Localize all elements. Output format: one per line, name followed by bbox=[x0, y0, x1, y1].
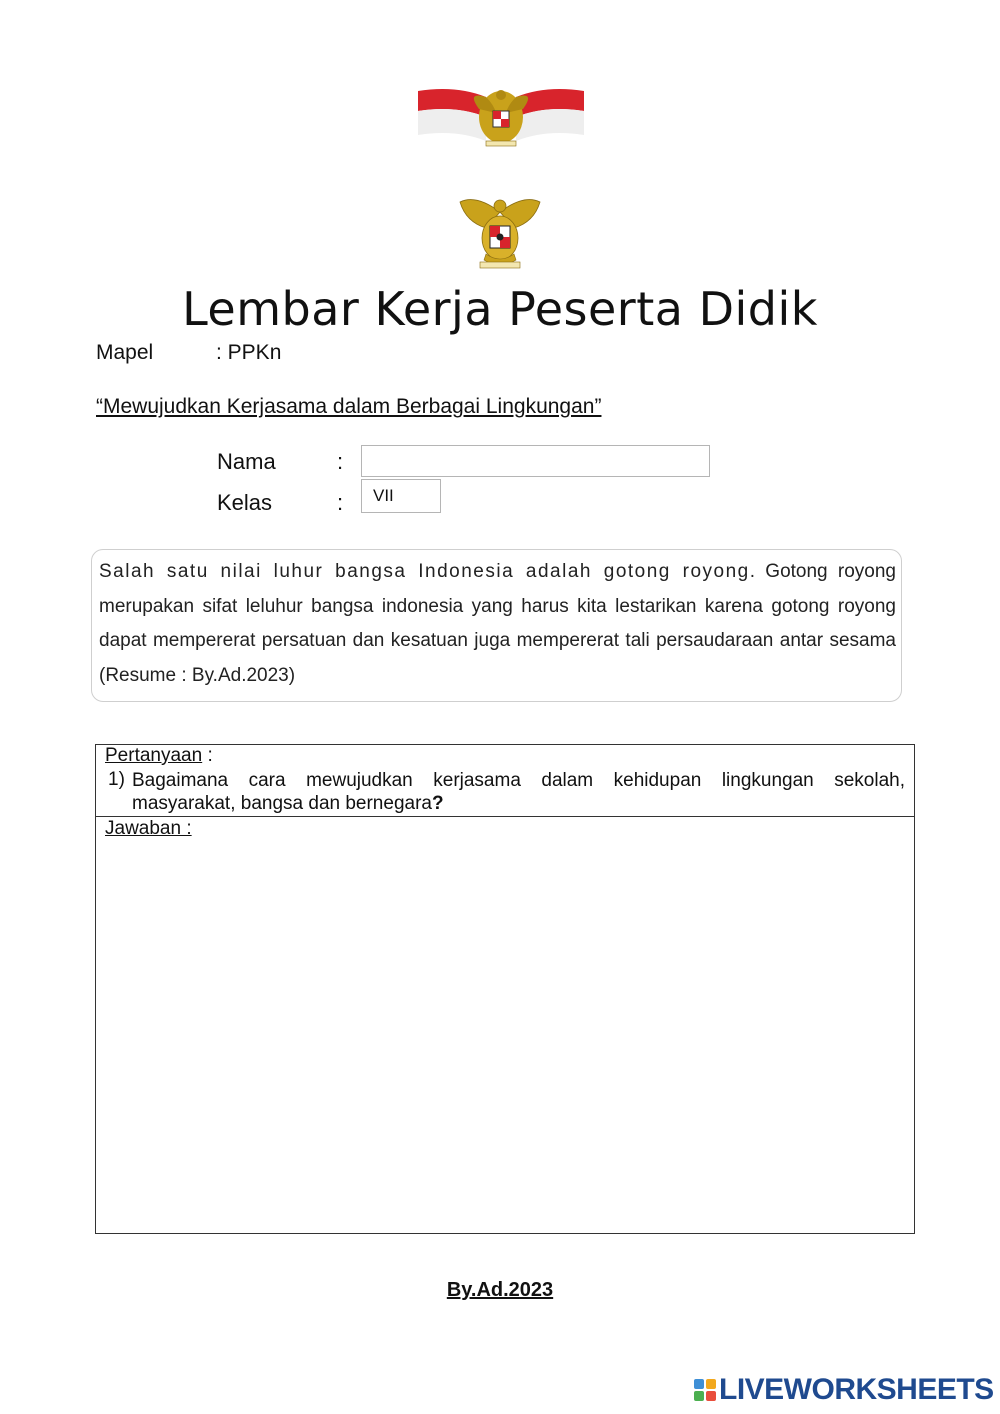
question-answer-table bbox=[95, 744, 915, 1234]
intro-punct: . bbox=[749, 561, 756, 582]
topic-heading: “Mewujudkan Kerjasama dalam Berbagai Lingkungan” bbox=[96, 395, 602, 418]
nama-label: Nama bbox=[217, 449, 276, 474]
nama-colon: : bbox=[337, 449, 344, 474]
nama-input[interactable] bbox=[361, 445, 710, 477]
footer-credit: By.Ad.2023 bbox=[446, 1279, 554, 1301]
question-body: Bagaimana cara mewujudkan kerjasama dalam kehidupan lingkungan sekolah, masyarakat, bangsa dan bernegara bbox=[132, 770, 905, 814]
question-text bbox=[132, 769, 905, 815]
question-heading bbox=[105, 745, 213, 767]
kelas-colon: : bbox=[337, 490, 344, 515]
kelas-input[interactable] bbox=[361, 479, 441, 513]
question-heading-suffix: : bbox=[202, 745, 213, 766]
question-number: 1) bbox=[108, 769, 125, 790]
intro-box bbox=[91, 549, 902, 702]
subject-label: Mapel bbox=[96, 341, 154, 364]
question-heading-label: Pertanyaan bbox=[105, 745, 203, 766]
page-title: Lembar Kerja Peserta Didik bbox=[182, 282, 818, 336]
kelas-label: Kelas bbox=[217, 490, 273, 515]
answer-heading: Jawaban : bbox=[105, 818, 192, 839]
intro-rest: Gotong royong merupakan sifat leluhur bangsa indonesia yang harus kita lestarikan karena gotong royong dapat mempererat persatuan dan kesatuan juga mempererat tali persaudaraan antar sesama (Resume : By.Ad.2023) bbox=[99, 561, 896, 686]
garuda-flag-emblem bbox=[416, 83, 586, 153]
question-cell bbox=[96, 745, 914, 817]
answer-textarea[interactable] bbox=[104, 843, 908, 1227]
intro-lead: Salah satu nilai luhur bangsa Indonesia adalah gotong royong bbox=[99, 561, 750, 582]
subject-value: : PPKn bbox=[216, 341, 282, 364]
liveworksheets-logo bbox=[694, 1374, 994, 1406]
intro-text bbox=[99, 555, 896, 693]
garuda-pancasila-emblem bbox=[456, 194, 544, 274]
liveworksheets-icon bbox=[694, 1379, 716, 1401]
liveworksheets-wordmark: LIVEWORKSHEETS bbox=[719, 1373, 994, 1406]
question-end-mark: ? bbox=[431, 793, 444, 814]
